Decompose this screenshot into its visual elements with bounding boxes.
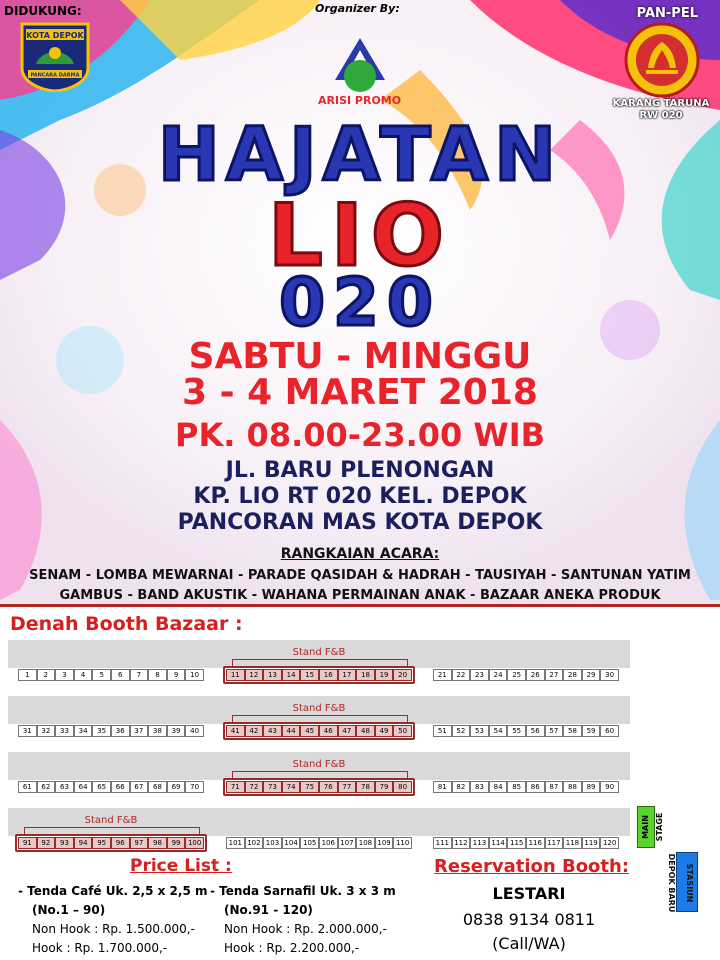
fb-booth-18[interactable]: 18 [356, 669, 375, 681]
fb-booth-12[interactable]: 12 [245, 669, 264, 681]
booth-61[interactable]: 61 [18, 781, 37, 793]
booth-25[interactable]: 25 [507, 669, 526, 681]
price-list-title: Price List : [130, 856, 232, 876]
fb-booth-45[interactable]: 45 [300, 725, 319, 737]
booth-35[interactable]: 35 [92, 725, 111, 737]
title-lio: LIO [268, 186, 452, 286]
booth-32[interactable]: 32 [37, 725, 56, 737]
booth-67[interactable]: 67 [130, 781, 149, 793]
fb-booth-96[interactable]: 96 [111, 837, 130, 849]
booth-8[interactable]: 8 [148, 669, 167, 681]
booth-26[interactable]: 26 [526, 669, 545, 681]
booth-85[interactable]: 85 [507, 781, 526, 793]
panpel-label: PAN-PEL [636, 6, 698, 21]
reservation-phone: 0838 9134 0811 [462, 910, 596, 929]
booth-107[interactable]: 107 [338, 837, 357, 849]
organizer-name: ARISI PROMO [318, 94, 402, 107]
booth-1[interactable]: 1 [18, 669, 37, 681]
booth-82[interactable]: 82 [452, 781, 471, 793]
title-020: 020 [279, 264, 441, 341]
fb-booth-16[interactable]: 16 [319, 669, 338, 681]
karang-taruna-line1: KARANG TARUNA [612, 98, 710, 109]
fb-booth-91[interactable]: 91 [18, 837, 37, 849]
reservation-title: Reservation Booth: [434, 856, 630, 877]
fb-booth-20[interactable]: 20 [393, 669, 412, 681]
booth-group [18, 781, 204, 793]
booth-54[interactable]: 54 [489, 725, 508, 737]
booth-group [433, 837, 619, 849]
fb-booth-15[interactable]: 15 [300, 669, 319, 681]
booth-33[interactable]: 33 [55, 725, 74, 737]
section-divider [0, 604, 720, 607]
fb-booth-14[interactable]: 14 [282, 669, 301, 681]
booth-108[interactable]: 108 [356, 837, 375, 849]
organizer-label: Organizer By: [315, 2, 400, 15]
fb-booth-48[interactable]: 48 [356, 725, 375, 737]
cafe-tent-name: - Tenda Café Uk. 2,5 x 2,5 m [18, 884, 208, 898]
fb-booth-17[interactable]: 17 [338, 669, 357, 681]
booth-10[interactable]: 10 [185, 669, 204, 681]
booth-63[interactable]: 63 [55, 781, 74, 793]
sarnafil-tent-hook-price: Hook : Rp. 2.200.000,- [224, 941, 360, 955]
booth-103[interactable]: 103 [263, 837, 282, 849]
agenda-line-1: SENAM - LOMBA MEWARNAI - PARADE QASIDAH & HADRAH - TAUSIYAH - SANTUNAN YATIM [29, 568, 691, 583]
sarnafil-tent-non-hook-price: Non Hook : Rp. 2.000.000,- [224, 922, 387, 936]
booth-5[interactable]: 5 [92, 669, 111, 681]
stand-fb-label: Stand F&B [292, 703, 346, 714]
depok-logo-bottom-text: PANCARA DARMA [30, 72, 80, 79]
booth-39[interactable]: 39 [167, 725, 186, 737]
fb-booth-99[interactable]: 99 [167, 837, 186, 849]
booth-88[interactable]: 88 [563, 781, 582, 793]
booth-60[interactable]: 60 [600, 725, 619, 737]
booth-87[interactable]: 87 [545, 781, 564, 793]
booth-4[interactable]: 4 [74, 669, 93, 681]
booth-52[interactable]: 52 [452, 725, 471, 737]
fb-booth-47[interactable]: 47 [338, 725, 357, 737]
booth-90[interactable]: 90 [600, 781, 619, 793]
fb-booth-41[interactable]: 41 [226, 725, 245, 737]
booth-101[interactable]: 101 [226, 837, 245, 849]
booth-3[interactable]: 3 [55, 669, 74, 681]
booth-81[interactable]: 81 [433, 781, 452, 793]
booth-30[interactable]: 30 [600, 669, 619, 681]
booth-102[interactable]: 102 [245, 837, 264, 849]
fb-booth-44[interactable]: 44 [282, 725, 301, 737]
event-date: 3 - 4 MARET 2018 [182, 372, 538, 413]
booth-89[interactable]: 89 [582, 781, 601, 793]
booth-23[interactable]: 23 [470, 669, 489, 681]
booth-2[interactable]: 2 [37, 669, 56, 681]
booth-70[interactable]: 70 [185, 781, 204, 793]
booth-group [226, 837, 412, 849]
booth-22[interactable]: 22 [452, 669, 471, 681]
booth-29[interactable]: 29 [582, 669, 601, 681]
booth-113[interactable]: 113 [470, 837, 489, 849]
agenda-title: RANGKAIAN ACARA: [280, 546, 440, 562]
depok-logo-top-text: KOTA DEPOK [26, 31, 84, 40]
fb-booth-50[interactable]: 50 [393, 725, 412, 737]
booth-group [433, 669, 619, 681]
event-days: SABTU - MINGGU [188, 336, 532, 377]
booth-28[interactable]: 28 [563, 669, 582, 681]
booth-58[interactable]: 58 [563, 725, 582, 737]
booth-109[interactable]: 109 [375, 837, 394, 849]
booth-group [433, 781, 619, 793]
fb-booth-75[interactable]: 75 [300, 781, 319, 793]
stand-fb-bracket [232, 659, 408, 666]
booth-27[interactable]: 27 [545, 669, 564, 681]
arisi-promo-logo-icon [323, 36, 397, 96]
booth-57[interactable]: 57 [545, 725, 564, 737]
fb-booth-43[interactable]: 43 [263, 725, 282, 737]
booth-114[interactable]: 114 [489, 837, 508, 849]
booth-118[interactable]: 118 [563, 837, 582, 849]
stand-fb-bracket [232, 715, 408, 722]
address-line-3: PANCORAN MAS KOTA DEPOK [177, 510, 543, 535]
fb-booth-11[interactable]: 11 [226, 669, 245, 681]
fb-booth-13[interactable]: 13 [263, 669, 282, 681]
price-cafe-tent [18, 882, 208, 958]
fb-booth-19[interactable]: 19 [375, 669, 394, 681]
station-label: STASIUN DEPOK BARU [667, 853, 694, 913]
booth-group [18, 725, 204, 737]
supported-label: DIDUKUNG: [4, 4, 82, 18]
event-time: PK. 08.00-23.00 WIB [175, 416, 545, 454]
karang-taruna-logo-icon [620, 22, 704, 98]
booth-9[interactable]: 9 [167, 669, 186, 681]
fb-booth-group [223, 722, 415, 740]
title-hajatan: HAJATAN [157, 112, 563, 198]
booth-110[interactable]: 110 [393, 837, 412, 849]
booth-111[interactable]: 111 [433, 837, 452, 849]
fb-booth-80[interactable]: 80 [393, 781, 412, 793]
booth-68[interactable]: 68 [148, 781, 167, 793]
booth-62[interactable]: 62 [37, 781, 56, 793]
fb-booth-group [223, 778, 415, 796]
booth-21[interactable]: 21 [433, 669, 452, 681]
booth-65[interactable]: 65 [92, 781, 111, 793]
karang-taruna-line2: RW 020 [639, 110, 683, 121]
booth-115[interactable]: 115 [507, 837, 526, 849]
station-marker [667, 852, 698, 913]
fb-booth-92[interactable]: 92 [37, 837, 56, 849]
cafe-tent-range: (No.1 – 90) [32, 903, 106, 917]
fb-booth-72[interactable]: 72 [245, 781, 264, 793]
booth-53[interactable]: 53 [470, 725, 489, 737]
booth-117[interactable]: 117 [545, 837, 564, 849]
fb-booth-73[interactable]: 73 [263, 781, 282, 793]
stand-fb-label: Stand F&B [84, 815, 138, 826]
reservation-note: (Call/WA) [492, 934, 566, 953]
booth-106[interactable]: 106 [319, 837, 338, 849]
fb-booth-94[interactable]: 94 [74, 837, 93, 849]
booth-119[interactable]: 119 [582, 837, 601, 849]
fb-booth-46[interactable]: 46 [319, 725, 338, 737]
kota-depok-logo-icon [18, 20, 92, 92]
fb-booth-group [223, 666, 415, 684]
booth-51[interactable]: 51 [433, 725, 452, 737]
booth-34[interactable]: 34 [74, 725, 93, 737]
fb-booth-78[interactable]: 78 [356, 781, 375, 793]
booth-40[interactable]: 40 [185, 725, 204, 737]
main-stage-label: MAIN STAGE [641, 812, 664, 842]
booth-112[interactable]: 112 [452, 837, 471, 849]
stand-fb-label: Stand F&B [292, 759, 346, 770]
fb-booth-97[interactable]: 97 [130, 837, 149, 849]
booth-55[interactable]: 55 [507, 725, 526, 737]
reservation-contact-name: LESTARI [492, 884, 566, 903]
stand-fb-bracket [24, 827, 200, 834]
address-line-2: KP. LIO RT 020 KEL. DEPOK [193, 484, 527, 509]
fb-booth-77[interactable]: 77 [338, 781, 357, 793]
main-stage-marker [637, 806, 664, 848]
booth-38[interactable]: 38 [148, 725, 167, 737]
fb-booth-group [15, 834, 207, 852]
booth-group [18, 669, 204, 681]
stand-fb-bracket [232, 771, 408, 778]
booth-36[interactable]: 36 [111, 725, 130, 737]
fb-booth-93[interactable]: 93 [55, 837, 74, 849]
fb-booth-95[interactable]: 95 [92, 837, 111, 849]
fb-booth-49[interactable]: 49 [375, 725, 394, 737]
sarnafil-tent-range: (No.91 - 120) [224, 903, 313, 917]
booth-105[interactable]: 105 [300, 837, 319, 849]
booth-83[interactable]: 83 [470, 781, 489, 793]
booth-59[interactable]: 59 [582, 725, 601, 737]
booth-86[interactable]: 86 [526, 781, 545, 793]
booth-7[interactable]: 7 [130, 669, 149, 681]
booth-56[interactable]: 56 [526, 725, 545, 737]
fb-booth-71[interactable]: 71 [226, 781, 245, 793]
booth-24[interactable]: 24 [489, 669, 508, 681]
booth-37[interactable]: 37 [130, 725, 149, 737]
cafe-tent-hook-price: Hook : Rp. 1.700.000,- [32, 941, 168, 955]
fb-booth-74[interactable]: 74 [282, 781, 301, 793]
price-sarnafil-tent [210, 882, 396, 958]
booth-66[interactable]: 66 [111, 781, 130, 793]
booth-group [433, 725, 619, 737]
booth-64[interactable]: 64 [74, 781, 93, 793]
fb-booth-79[interactable]: 79 [375, 781, 394, 793]
fb-booth-42[interactable]: 42 [245, 725, 264, 737]
booth-84[interactable]: 84 [489, 781, 508, 793]
fb-booth-100[interactable]: 100 [185, 837, 204, 849]
booth-31[interactable]: 31 [18, 725, 37, 737]
booth-120[interactable]: 120 [600, 837, 619, 849]
booth-6[interactable]: 6 [111, 669, 130, 681]
booth-104[interactable]: 104 [282, 837, 301, 849]
booth-69[interactable]: 69 [167, 781, 186, 793]
cafe-tent-non-hook-price: Non Hook : Rp. 1.500.000,- [32, 922, 195, 936]
booth-116[interactable]: 116 [526, 837, 545, 849]
sarnafil-tent-name: - Tenda Sarnafil Uk. 3 x 3 m [210, 884, 396, 898]
fb-booth-98[interactable]: 98 [148, 837, 167, 849]
stand-fb-label: Stand F&B [292, 647, 346, 658]
address-line-1: JL. BARU PLENONGAN [225, 458, 495, 483]
fb-booth-76[interactable]: 76 [319, 781, 338, 793]
booth-map-title: Denah Booth Bazaar : [10, 613, 243, 635]
agenda-line-2: GAMBUS - BAND AKUSTIK - WAHANA PERMAINAN ANAK - BAZAAR ANEKA PRODUK [59, 588, 661, 603]
